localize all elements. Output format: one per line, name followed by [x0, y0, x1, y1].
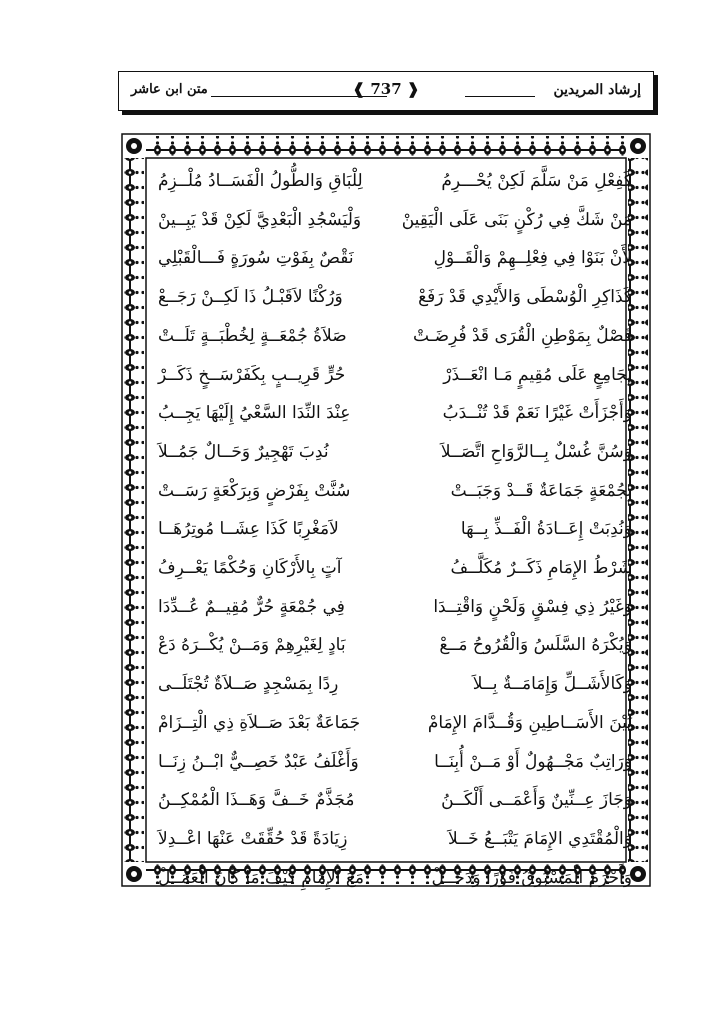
- verse-12-second-hemistich: فِي جُمْعَةٍ حُرٌّ مُقِيــمٌ عُــدِّدَا: [158, 596, 345, 617]
- verse-14-first-hemistich: وَكَالأَشَــلِّ وَإِمَامَــةٌ بِــلاَ: [472, 674, 632, 695]
- verse-7-first-hemistich: وَأَجْزَأَتْ غَيْرًا نَعَمْ قَدْ تُنْــدَبُ: [442, 403, 632, 424]
- verse-3-second-hemistich: نَقْصٌ بِفَوْتِ سُورَةٍ فَـــالْقَبْلِي: [158, 248, 354, 269]
- verse-19-first-hemistich: وَأَحْرَمَ الْمَسْبُوقُ فَوْرًا وَدَخَــلْ: [431, 867, 632, 888]
- verse-17-second-hemistich: مُجَذَّمٌ خَــفَّ وَهَــذَا الْمُمْكِــنُ: [158, 790, 355, 811]
- verse-19-second-hemistich: مَعَ الإِمَامِ كَيْفَ مَا كَانَ الْعَمَــلْ: [158, 867, 365, 888]
- verse-9-first-hemistich: بِجُمْعَةٍ جَمَاعَةٌ قَــدْ وَجَبَــتْ: [450, 480, 632, 501]
- running-header: [118, 71, 654, 111]
- verse-2-first-hemistich: مَنْ شَكَّ فِي رُكْنٍ بَنَى عَلَى الْيَقِينْ: [401, 209, 632, 230]
- verse-14-second-hemistich: رِدًا بِمَسْجِدٍ صَــلاَةٌ تُجْتَلَــى: [158, 674, 339, 695]
- verse-3-first-hemistich: لأَنْ بَنَوْا فِي فِعْلِــهِمْ وَالْقَــوْلِ: [433, 248, 632, 269]
- verse-5-second-hemistich: صَلاَةُ جُمْعَــةٍ لِخُطْبَــةٍ تَلَــتْ: [158, 325, 347, 346]
- verse-16-second-hemistich: وَأَغْلَفُ عَبْدٌ خَصِــيٌّ ابْــنُ زِنَــا: [158, 751, 359, 772]
- verse-16-first-hemistich: وَرَاتِبٌ مَجْــهُولٌ أَوْ مَــنْ أُبِنَــا: [434, 751, 632, 772]
- verse-11-first-hemistich: شَرْطُ الإِمَامِ ذَكَــرٌ مُكَلَّــفُ: [450, 558, 632, 578]
- verse-10-second-hemistich: لاَمَغْرِبًا كَذَا عِشَــا مُوتِرُهَــا: [158, 519, 339, 540]
- verse-7-second-hemistich: عِنْدَ النِّدَا السَّعْيُ إِلَيْهَا يَجِــبُ: [158, 403, 351, 424]
- book-title: إرشاد المريدين: [553, 82, 641, 98]
- header-rule-right: [465, 96, 535, 97]
- verse-6-first-hemistich: بِجَامِعٍ عَلَى مُقِيمٍ مَـا انْعَــذَرْ: [443, 364, 632, 385]
- verse-9-second-hemistich: سُنَّتْ بِفَرْضٍ وَبِرَكْعَةٍ رَسَــتْ: [158, 480, 351, 501]
- verse-8-second-hemistich: نُدِبَ تَهْجِيرٌ وَحَــالٌ جَمُــلاَ: [158, 441, 329, 462]
- verse-1-first-hemistich: كَفِعْلِ مَنْ سَلَّمَ لَكِنْ يُحْـــرِمُ: [441, 171, 632, 191]
- verse-2-second-hemistich: وَلْيَسْجُدِ الْبَعْدِيَّ لَكِنْ قَدْ يَبِــينْ: [158, 209, 362, 230]
- verse-12-first-hemistich: وَغَيْرُ ذِي فِسْقٍ وَلَحْنٍ وَاقْتِــدَا: [433, 596, 632, 617]
- poem-body: [158, 162, 632, 888]
- verse-1-second-hemistich: لِلْبَاقِ وَالطُّولُ الْفَسَــادُ مُلْــزِمُ: [158, 171, 363, 191]
- verse-10-first-hemistich: وَنُدِبَتْ إِعَــادَةُ الْفَــذِّ بِــهَا: [460, 519, 632, 540]
- book-subtitle: متن ابن عاشر: [131, 82, 208, 97]
- verse-4-second-hemistich: وَرُكْنًا لاَقَبْـلُ ذَا لَكِــنْ رَجَــعْ: [158, 287, 343, 308]
- header-rule-left: [211, 96, 387, 97]
- page-number: ❰ 737 ❱: [352, 80, 420, 98]
- verse-18-first-hemistich: وَالْمُقْتَدِي الإِمَامَ يَتْبَــعُ خَــلاَ: [448, 828, 632, 849]
- verse-8-first-hemistich: وَسُنَّ غُسْلٌ بِــالرَّوَاحِ اتَّصَــلاَ: [440, 441, 632, 462]
- verse-4-first-hemistich: كَذَاكِرِ الْوُسْطَى وَالأَيْدِي قَدْ رَفَعْ: [418, 287, 632, 308]
- verse-18-second-hemistich: زِيَادَةً قَدْ حُقِّقَتْ عَنْهَا اعْــدِلاَ: [158, 828, 348, 849]
- verse-15-first-hemistich: بَيْنَ الأَسَــاطِينِ وَقُــدَّامَ الإِمَامْ: [427, 712, 632, 733]
- verse-17-first-hemistich: وَجَازَ عِــنِّينٌ وَأَعْمَــى أَلْكَــنُ: [441, 790, 632, 811]
- verse-6-second-hemistich: حُرٍّ قَرِيــبٍ بِكَفَرْسَــخٍ ذَكَــرْ: [158, 364, 346, 385]
- verse-13-first-hemistich: وَيُكْرَهُ السَّلَسُ وَالْقُرُوحُ مَــعْ: [439, 635, 632, 656]
- verse-13-second-hemistich: بَادٍ لِغَيْرِهِمْ وَمَــنْ يُكْــرَهُ دَعْ: [158, 635, 346, 656]
- verse-5-first-hemistich: فَصْلٌ بِمَوْطِنِ الْقُرَى قَدْ فُرِضَـتْ: [412, 325, 632, 346]
- verse-11-second-hemistich: آتٍ بِالأَرْكَانِ وَحُكْمًا يَعْــرِفُ: [158, 558, 342, 578]
- verse-15-second-hemistich: جَمَاعَةٌ بَعْدَ صَــلاَةِ ذِي الْتِــزَامْ: [158, 712, 361, 733]
